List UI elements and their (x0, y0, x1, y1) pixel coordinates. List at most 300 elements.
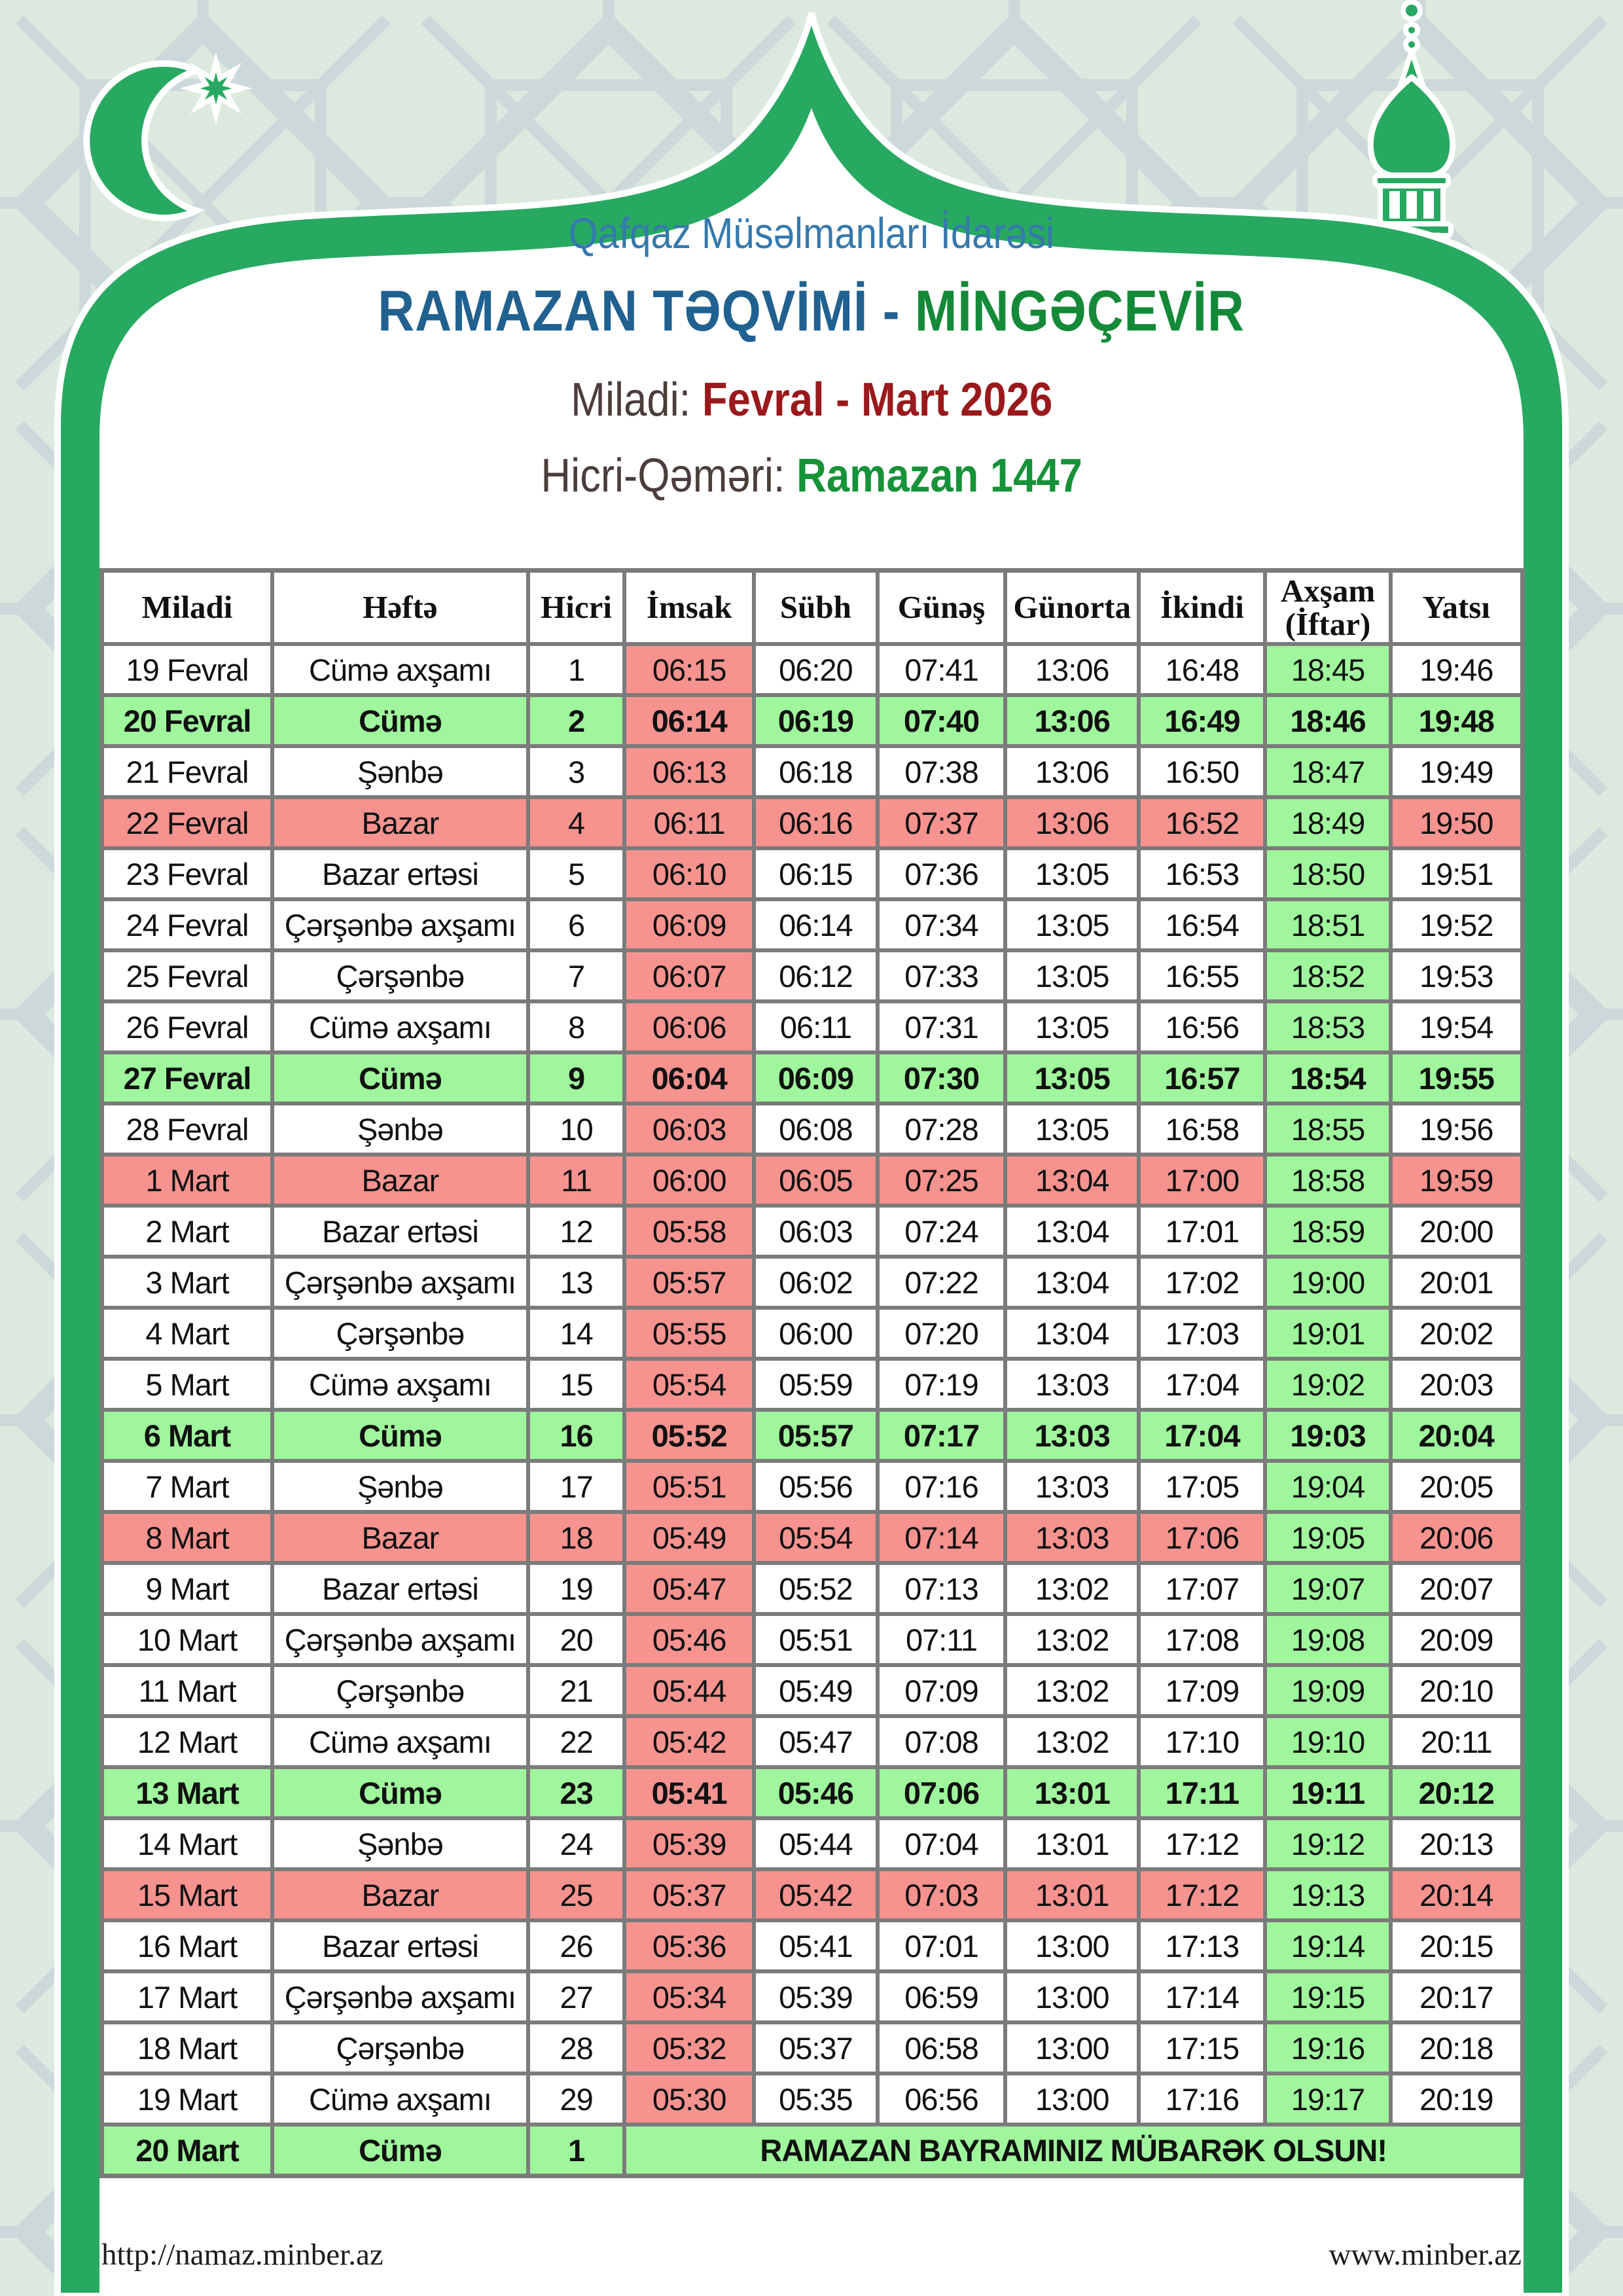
time-cell: 13:04 (1005, 1308, 1139, 1359)
time-cell: 17:10 (1139, 1716, 1265, 1767)
time-cell: 05:49 (754, 1665, 878, 1716)
time-cell: 13:05 (1005, 950, 1139, 1001)
weekday-cell: Bazar ertəsi (272, 1206, 528, 1257)
time-cell: 20:17 (1391, 1971, 1523, 2022)
table-row (102, 1818, 1523, 1869)
gregorian-date-cell: 27 Fevral (102, 1052, 273, 1103)
weekday-cell: Şənbə (272, 1103, 528, 1155)
time-cell: 17:00 (1139, 1155, 1265, 1206)
hijri-date-cell: 23 (528, 1767, 625, 1818)
gregorian-date-cell: 11 Mart (102, 1665, 273, 1716)
gregorian-date-cell: 13 Mart (102, 1767, 273, 1818)
time-cell: 06:58 (878, 2022, 1005, 2073)
time-cell: 06:03 (624, 1103, 754, 1155)
column-header: İmsak (624, 571, 754, 645)
time-cell: 05:30 (624, 2073, 754, 2125)
time-cell: 06:11 (624, 797, 754, 848)
time-cell: 13:06 (1005, 797, 1139, 848)
table-row (102, 1308, 1523, 1359)
column-header: Günorta (1005, 571, 1139, 645)
gregorian-date-cell: 4 Mart (102, 1308, 273, 1359)
weekday-cell: Bazar (272, 1869, 528, 1920)
time-cell: 18:54 (1265, 1052, 1390, 1103)
table-row (102, 1001, 1523, 1052)
time-cell: 16:52 (1139, 797, 1265, 848)
time-cell: 05:46 (624, 1614, 754, 1665)
time-cell: 19:03 (1265, 1410, 1390, 1461)
time-cell: 07:08 (878, 1716, 1005, 1767)
time-cell: 05:47 (754, 1716, 878, 1767)
time-cell: 19:14 (1265, 1920, 1390, 1971)
gregorian-date-cell: 20 Mart (102, 2125, 273, 2176)
hijri-date-line (59, 449, 1564, 503)
weekday-cell: Çərşənbə (272, 1665, 528, 1716)
weekday-cell: Bazar ertəsi (272, 1563, 528, 1614)
time-cell: 05:57 (754, 1410, 878, 1461)
time-cell: 16:53 (1139, 848, 1265, 899)
time-cell: 07:13 (878, 1563, 1005, 1614)
time-cell: 19:08 (1265, 1614, 1390, 1665)
time-cell: 17:15 (1139, 2022, 1265, 2073)
table-row (102, 899, 1523, 950)
table-row (102, 1103, 1523, 1155)
prayer-table-header (102, 571, 1523, 645)
time-cell: 16:58 (1139, 1103, 1265, 1155)
time-cell: 17:04 (1139, 1359, 1265, 1410)
hijri-date-cell: 2 (528, 695, 625, 746)
time-cell: 17:03 (1139, 1308, 1265, 1359)
page-title-city: MİNGƏÇEVİR (915, 278, 1245, 343)
time-cell: 17:11 (1139, 1767, 1265, 1818)
time-cell: 19:13 (1265, 1869, 1390, 1920)
time-cell: 17:09 (1139, 1665, 1265, 1716)
time-cell: 05:54 (624, 1359, 754, 1410)
hijri-date-cell: 16 (528, 1410, 625, 1461)
gregorian-date-cell: 19 Fevral (102, 644, 273, 695)
hijri-date-cell: 29 (528, 2073, 625, 2125)
organization-title (59, 208, 1564, 258)
hijri-date-cell: 20 (528, 1614, 625, 1665)
gregorian-date-cell: 2 Mart (102, 1206, 273, 1257)
time-cell: 05:56 (754, 1461, 878, 1512)
table-row (102, 797, 1523, 848)
gregorian-date-cell: 19 Mart (102, 2073, 273, 2125)
time-cell: 05:54 (754, 1512, 878, 1563)
weekday-cell: Çərşənbə axşamı (272, 1614, 528, 1665)
time-cell: 13:02 (1005, 1716, 1139, 1767)
time-cell: 13:06 (1005, 746, 1139, 797)
hijri-date-cell: 15 (528, 1359, 625, 1410)
time-cell: 20:06 (1391, 1512, 1523, 1563)
time-cell: 05:52 (754, 1563, 878, 1614)
time-cell: 20:01 (1391, 1257, 1523, 1308)
time-cell: 17:04 (1139, 1410, 1265, 1461)
time-cell: 07:04 (878, 1818, 1005, 1869)
time-cell: 20:05 (1391, 1461, 1523, 1512)
time-cell: 07:25 (878, 1155, 1005, 1206)
hijri-date-cell: 14 (528, 1308, 625, 1359)
time-cell: 07:03 (878, 1869, 1005, 1920)
gregorian-date-cell: 15 Mart (102, 1869, 273, 1920)
gregorian-date-cell: 24 Fevral (102, 899, 273, 950)
time-cell: 05:36 (624, 1920, 754, 1971)
time-cell: 07:30 (878, 1052, 1005, 1103)
time-cell: 19:55 (1391, 1052, 1523, 1103)
hijri-date-cell: 12 (528, 1206, 625, 1257)
hijri-date-cell: 1 (528, 644, 625, 695)
time-cell: 06:06 (624, 1001, 754, 1052)
time-cell: 16:55 (1139, 950, 1265, 1001)
time-cell: 13:05 (1005, 848, 1139, 899)
column-header: Günəş (878, 571, 1005, 645)
time-cell: 16:48 (1139, 644, 1265, 695)
time-cell: 20:19 (1391, 2073, 1523, 2125)
time-cell: 18:47 (1265, 746, 1390, 797)
column-header: Sübh (754, 571, 878, 645)
table-row (102, 1971, 1523, 2022)
time-cell: 19:09 (1265, 1665, 1390, 1716)
time-cell: 06:14 (754, 899, 878, 950)
gregorian-date-cell: 8 Mart (102, 1512, 273, 1563)
weekday-cell: Cümə (272, 695, 528, 746)
time-cell: 20:18 (1391, 2022, 1523, 2073)
hijri-date-cell: 13 (528, 1257, 625, 1308)
time-cell: 07:20 (878, 1308, 1005, 1359)
footer-right-url: www.minber.az (1329, 2238, 1522, 2272)
time-cell: 13:03 (1005, 1359, 1139, 1410)
weekday-cell: Bazar (272, 1512, 528, 1563)
gregorian-date-cell: 14 Mart (102, 1818, 273, 1869)
time-cell: 13:02 (1005, 1665, 1139, 1716)
time-cell: 19:02 (1265, 1359, 1390, 1410)
time-cell: 16:54 (1139, 899, 1265, 950)
time-cell: 18:46 (1265, 695, 1390, 746)
time-cell: 07:33 (878, 950, 1005, 1001)
time-cell: 06:15 (754, 848, 878, 899)
time-cell: 06:00 (624, 1155, 754, 1206)
hijri-date-cell: 7 (528, 950, 625, 1001)
table-row (102, 1410, 1523, 1461)
time-cell: 05:58 (624, 1206, 754, 1257)
weekday-cell: Şənbə (272, 1818, 528, 1869)
gregorian-label: Miladi: (570, 374, 691, 426)
time-cell: 07:06 (878, 1767, 1005, 1818)
gregorian-date-cell: 3 Mart (102, 1257, 273, 1308)
time-cell: 13:05 (1005, 899, 1139, 950)
gregorian-date-cell: 21 Fevral (102, 746, 273, 797)
time-cell: 06:20 (754, 644, 878, 695)
column-header: Axşam (İftar) (1265, 571, 1390, 645)
weekday-cell: Bazar ertəsi (272, 848, 528, 899)
table-row (102, 2125, 1523, 2176)
time-cell: 06:08 (754, 1103, 878, 1155)
time-cell: 07:36 (878, 848, 1005, 899)
time-cell: 07:17 (878, 1410, 1005, 1461)
weekday-cell: Cümə axşamı (272, 1001, 528, 1052)
time-cell: 07:41 (878, 644, 1005, 695)
time-cell: 07:24 (878, 1206, 1005, 1257)
time-cell: 05:57 (624, 1257, 754, 1308)
time-cell: 13:02 (1005, 1614, 1139, 1665)
time-cell: 05:49 (624, 1512, 754, 1563)
time-cell: 16:49 (1139, 695, 1265, 746)
time-cell: 19:15 (1265, 1971, 1390, 2022)
time-cell: 05:35 (754, 2073, 878, 2125)
gregorian-date-cell: 25 Fevral (102, 950, 273, 1001)
column-header: Yatsı (1391, 571, 1523, 645)
table-row (102, 2073, 1523, 2125)
weekday-cell: Cümə (272, 1767, 528, 1818)
time-cell: 20:11 (1391, 1716, 1523, 1767)
gregorian-date-cell: 7 Mart (102, 1461, 273, 1512)
time-cell: 13:06 (1005, 695, 1139, 746)
weekday-cell: Bazar ertəsi (272, 1920, 528, 1971)
time-cell: 20:13 (1391, 1818, 1523, 1869)
hijri-date-cell: 24 (528, 1818, 625, 1869)
time-cell: 18:45 (1265, 644, 1390, 695)
hijri-date-cell: 28 (528, 2022, 625, 2073)
table-row (102, 1869, 1523, 1920)
time-cell: 13:04 (1005, 1206, 1139, 1257)
time-cell: 20:14 (1391, 1869, 1523, 1920)
page-title (59, 278, 1564, 344)
weekday-cell: Cümə axşamı (272, 1716, 528, 1767)
time-cell: 17:02 (1139, 1257, 1265, 1308)
time-cell: 20:09 (1391, 1614, 1523, 1665)
hijri-date-cell: 21 (528, 1665, 625, 1716)
column-header: Hicri (528, 571, 625, 645)
time-cell: 17:08 (1139, 1614, 1265, 1665)
weekday-cell: Şənbə (272, 1461, 528, 1512)
time-cell: 19:07 (1265, 1563, 1390, 1614)
time-cell: 13:03 (1005, 1461, 1139, 1512)
time-cell: 06:09 (754, 1052, 878, 1103)
gregorian-date-cell: 23 Fevral (102, 848, 273, 899)
time-cell: 20:04 (1391, 1410, 1523, 1461)
time-cell: 13:05 (1005, 1052, 1139, 1103)
time-cell: 13:02 (1005, 1563, 1139, 1614)
table-row (102, 1665, 1523, 1716)
time-cell: 05:39 (754, 1971, 878, 2022)
time-cell: 19:50 (1391, 797, 1523, 848)
time-cell: 05:41 (624, 1767, 754, 1818)
time-cell: 05:42 (624, 1716, 754, 1767)
time-cell: 19:54 (1391, 1001, 1523, 1052)
time-cell: 06:07 (624, 950, 754, 1001)
prayer-table (99, 568, 1525, 2178)
table-row (102, 1767, 1523, 1818)
time-cell: 07:14 (878, 1512, 1005, 1563)
time-cell: 05:32 (624, 2022, 754, 2073)
time-cell: 17:06 (1139, 1512, 1265, 1563)
time-cell: 06:04 (624, 1052, 754, 1103)
time-cell: 20:02 (1391, 1308, 1523, 1359)
time-cell: 06:03 (754, 1206, 878, 1257)
gregorian-date-cell: 5 Mart (102, 1359, 273, 1410)
table-row (102, 1206, 1523, 1257)
hijri-date-cell: 26 (528, 1920, 625, 1971)
time-cell: 18:58 (1265, 1155, 1390, 1206)
time-cell: 05:55 (624, 1308, 754, 1359)
gregorian-date-cell: 22 Fevral (102, 797, 273, 848)
weekday-cell: Bazar (272, 797, 528, 848)
time-cell: 13:01 (1005, 1869, 1139, 1920)
time-cell: 06:56 (878, 2073, 1005, 2125)
footer-left-url: http://namaz.minber.az (101, 2238, 383, 2272)
time-cell: 19:16 (1265, 2022, 1390, 2073)
time-cell: 20:10 (1391, 1665, 1523, 1716)
time-cell: 19:56 (1391, 1103, 1523, 1155)
time-cell: 19:49 (1391, 746, 1523, 797)
hijri-date-cell: 1 (528, 2125, 625, 2176)
weekday-cell: Çərşənbə (272, 2022, 528, 2073)
hijri-date-cell: 8 (528, 1001, 625, 1052)
time-cell: 06:00 (754, 1308, 878, 1359)
table-row (102, 1716, 1523, 1767)
column-header: Miladi (102, 571, 273, 645)
time-cell: 19:46 (1391, 644, 1523, 695)
time-cell: 18:52 (1265, 950, 1390, 1001)
time-cell: 16:56 (1139, 1001, 1265, 1052)
time-cell: 13:06 (1005, 644, 1139, 695)
time-cell: 13:04 (1005, 1257, 1139, 1308)
time-cell: 06:15 (624, 644, 754, 695)
weekday-cell: Cümə (272, 1052, 528, 1103)
time-cell: 18:50 (1265, 848, 1390, 899)
time-cell: 06:09 (624, 899, 754, 950)
time-cell: 18:53 (1265, 1001, 1390, 1052)
column-header: Həftə (272, 571, 528, 645)
time-cell: 07:28 (878, 1103, 1005, 1155)
gregorian-value: Fevral - Mart 2026 (702, 374, 1053, 426)
gregorian-date-line (59, 373, 1564, 427)
time-cell: 13:01 (1005, 1767, 1139, 1818)
hijri-date-cell: 5 (528, 848, 625, 899)
gregorian-date-cell: 20 Fevral (102, 695, 273, 746)
gregorian-date-cell: 18 Mart (102, 2022, 273, 2073)
weekday-cell: Cümə (272, 1410, 528, 1461)
time-cell: 20:15 (1391, 1920, 1523, 1971)
hijri-date-cell: 18 (528, 1512, 625, 1563)
time-cell: 18:51 (1265, 899, 1390, 950)
table-row (102, 2022, 1523, 2073)
time-cell: 13:00 (1005, 1920, 1139, 1971)
time-cell: 06:19 (754, 695, 878, 746)
table-row (102, 695, 1523, 746)
time-cell: 06:11 (754, 1001, 878, 1052)
time-cell: 06:12 (754, 950, 878, 1001)
time-cell: 05:51 (754, 1614, 878, 1665)
gregorian-date-cell: 12 Mart (102, 1716, 273, 1767)
time-cell: 17:16 (1139, 2073, 1265, 2125)
time-cell: 05:37 (754, 2022, 878, 2073)
weekday-cell: Cümə axşamı (272, 1359, 528, 1410)
hijri-date-cell: 4 (528, 797, 625, 848)
time-cell: 07:37 (878, 797, 1005, 848)
time-cell: 16:57 (1139, 1052, 1265, 1103)
time-cell: 07:19 (878, 1359, 1005, 1410)
weekday-cell: Cümə axşamı (272, 2073, 528, 2125)
time-cell: 05:46 (754, 1767, 878, 1818)
time-cell: 07:31 (878, 1001, 1005, 1052)
table-row (102, 746, 1523, 797)
hijri-date-cell: 10 (528, 1103, 625, 1155)
weekday-cell: Çərşənbə axşamı (272, 1257, 528, 1308)
hijri-date-cell: 19 (528, 1563, 625, 1614)
time-cell: 19:53 (1391, 950, 1523, 1001)
weekday-cell: Çərşənbə (272, 950, 528, 1001)
table-row (102, 1920, 1523, 1971)
time-cell: 07:22 (878, 1257, 1005, 1308)
gregorian-date-cell: 28 Fevral (102, 1103, 273, 1155)
time-cell: 17:05 (1139, 1461, 1265, 1512)
time-cell: 13:00 (1005, 2073, 1139, 2125)
time-cell: 06:02 (754, 1257, 878, 1308)
time-cell: 06:13 (624, 746, 754, 797)
time-cell: 19:00 (1265, 1257, 1390, 1308)
time-cell: 05:52 (624, 1410, 754, 1461)
time-cell: 05:41 (754, 1920, 878, 1971)
gregorian-date-cell: 9 Mart (102, 1563, 273, 1614)
table-row (102, 1359, 1523, 1410)
table-row (102, 1614, 1523, 1665)
time-cell: 16:50 (1139, 746, 1265, 797)
prayer-table-body (102, 644, 1523, 2176)
time-cell: 17:01 (1139, 1206, 1265, 1257)
hijri-date-cell: 6 (528, 899, 625, 950)
time-cell: 06:18 (754, 746, 878, 797)
time-cell: 06:10 (624, 848, 754, 899)
time-cell: 13:05 (1005, 1001, 1139, 1052)
time-cell: 05:34 (624, 1971, 754, 2022)
table-row (102, 644, 1523, 695)
weekday-cell: Şənbə (272, 746, 528, 797)
time-cell: 07:16 (878, 1461, 1005, 1512)
time-cell: 19:10 (1265, 1716, 1390, 1767)
hijri-date-cell: 22 (528, 1716, 625, 1767)
bayram-message: RAMAZAN BAYRAMINIZ MÜBARƏK OLSUN! (624, 2125, 1522, 2176)
time-cell: 19:01 (1265, 1308, 1390, 1359)
time-cell: 06:59 (878, 1971, 1005, 2022)
time-cell: 07:11 (878, 1614, 1005, 1665)
weekday-cell: Çərşənbə (272, 1308, 528, 1359)
table-row (102, 1052, 1523, 1103)
gregorian-date-cell: 10 Mart (102, 1614, 273, 1665)
time-cell: 05:39 (624, 1818, 754, 1869)
time-cell: 05:59 (754, 1359, 878, 1410)
time-cell: 17:13 (1139, 1920, 1265, 1971)
table-row (102, 950, 1523, 1001)
footer (101, 2237, 1522, 2272)
time-cell: 13:00 (1005, 1971, 1139, 2022)
weekday-cell: Bazar (272, 1155, 528, 1206)
table-row (102, 1512, 1523, 1563)
time-cell: 05:37 (624, 1869, 754, 1920)
time-cell: 20:07 (1391, 1563, 1523, 1614)
gregorian-date-cell: 26 Fevral (102, 1001, 273, 1052)
time-cell: 20:12 (1391, 1767, 1523, 1818)
time-cell: 07:34 (878, 899, 1005, 950)
time-cell: 19:48 (1391, 695, 1523, 746)
time-cell: 06:14 (624, 695, 754, 746)
column-header: İkindi (1139, 571, 1265, 645)
time-cell: 07:01 (878, 1920, 1005, 1971)
time-cell: 05:51 (624, 1461, 754, 1512)
time-cell: 19:11 (1265, 1767, 1390, 1818)
time-cell: 19:59 (1391, 1155, 1523, 1206)
time-cell: 07:38 (878, 746, 1005, 797)
time-cell: 17:12 (1139, 1818, 1265, 1869)
